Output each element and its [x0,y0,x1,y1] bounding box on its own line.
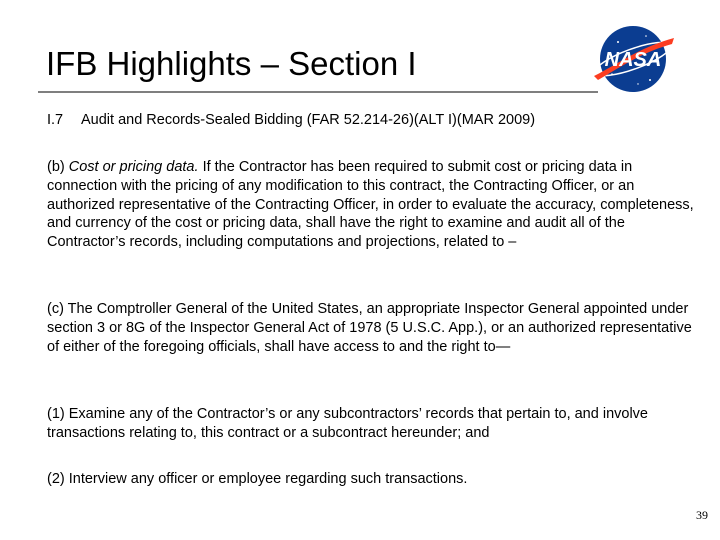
paragraph-c: (c) The Comptroller General of the United States, an appropriate Inspector General appointed under section 3 or 8G of the Inspector General Act of 1978 (5 U.S.C. App.), or an authorized representative of either of the foregoing officials, shall have access to and the right to— [47,301,692,355]
paragraph-c1: (1) Examine any of the Contractor’s or any subcontractors’ records that pertain to, and involve transactions relating to, this contract or a subcontract hereunder; and [47,406,648,441]
title-divider [38,91,598,93]
section-heading [47,110,687,130]
section-number: I.7 [47,112,64,128]
nasa-logo-icon [588,14,678,104]
paragraph-b [47,158,697,252]
paragraph-b-text: If the Contractor has been required to submit cost or pricing data in connection with the pricing of any modification to this contract, the Contracting Officer, or an authorized representative of the Contracting Officer, in order to evaluate the accuracy, completeness, and currency of the cost or pricing data, shall have the right to examine and audit all of the Contractor’s records, including computations and projections, related to – [47,159,694,251]
paragraph-c2: (2) Interview any officer or employee regarding such transactions. [47,471,468,487]
paragraph-b-label: (b) [47,159,65,175]
paragraph-b-italic: Cost or pricing data. [68,159,199,175]
nasa-logo-text: NASA [604,49,662,71]
page-number: 39 [696,508,708,522]
section-title: Audit and Records-Sealed Bidding (FAR 52.214-26)(ALT I)(MAR 2009) [81,112,536,128]
slide-title: IFB Highlights – Section I [46,45,417,82]
